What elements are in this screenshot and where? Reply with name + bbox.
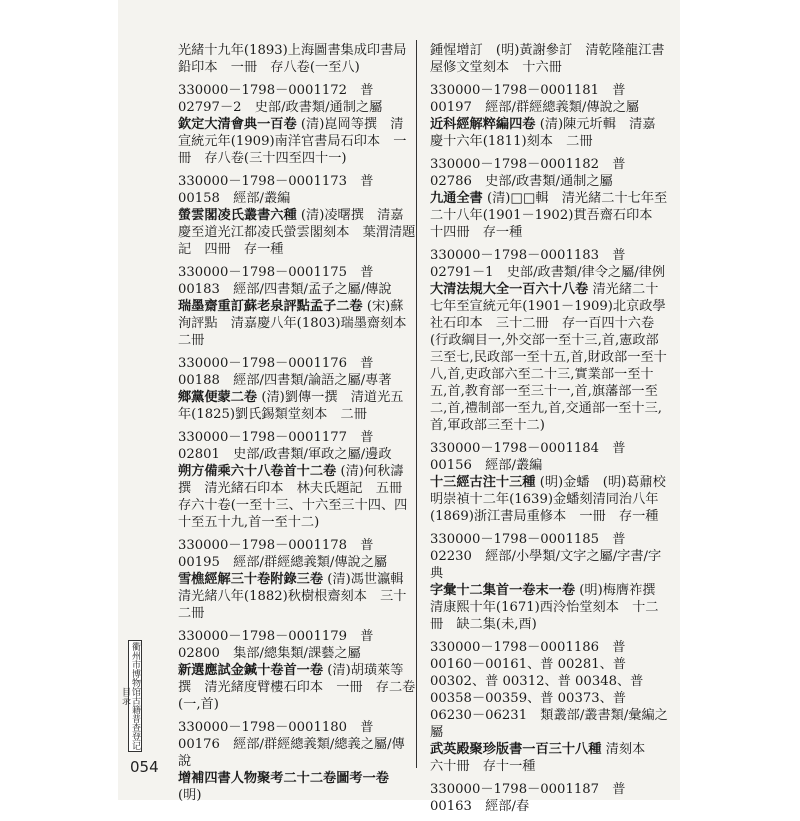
- catalog-entry: [178, 264, 420, 349]
- entry-title: 欽定大清會典一百卷: [178, 117, 297, 132]
- entry-id: 330000－1798－0001185 普 02230 經部/小學類/文字之屬/字書/字典: [430, 532, 662, 581]
- entry-id: 330000－1798－0001181 普 00197 經部/群經總義類/傳說之屬: [430, 83, 640, 115]
- entry-text: (明): [178, 788, 202, 803]
- entry-title: 朔方備乘六十八卷首十二卷: [178, 464, 337, 479]
- catalog-entry: [178, 429, 416, 531]
- catalog-entry: [178, 173, 416, 258]
- entry-id: 330000－1798－0001176 普 00188 經部/四書類/論語之屬/專著: [178, 356, 392, 388]
- entry-title: 新選應試金鍼十卷首一卷: [178, 663, 324, 678]
- entry-title: 十三經古注十三種: [430, 475, 536, 490]
- catalog-entry: [178, 42, 416, 76]
- entry-title: 大清法規大全一百六十八卷: [430, 282, 589, 297]
- catalog-entry: [430, 639, 668, 775]
- catalog-entry: [430, 42, 668, 76]
- catalog-entry: [178, 628, 416, 713]
- entry-id: 330000－1798－0001177 普 02801 史部/政書類/軍政之屬/邊政: [178, 430, 392, 462]
- catalog-entry: [430, 247, 668, 434]
- entry-text: (清)陳元圻輯 清嘉慶十六年(1811)刻本 二冊: [430, 117, 656, 149]
- catalog-entry: [430, 440, 679, 525]
- entry-id: 330000－1798－0001179 普 02800 集部/總集類/課藝之屬: [178, 629, 374, 661]
- entry-text: (清)劉傳一撰 清道光五年(1825)劉氏錫類堂刻本 二冊: [178, 390, 404, 422]
- entry-title: 字彙十二集首一卷末一卷: [430, 583, 576, 598]
- sidebar-label: 衢州市博物馆古籍普查登记目录: [120, 642, 140, 750]
- catalog-entry: [178, 355, 416, 423]
- entry-id: 330000－1798－0001187 普 00163 經部/春: [430, 782, 626, 814]
- catalog-entry: [430, 156, 668, 241]
- entry-id: 330000－1798－0001178 普 00195 經部/群經總義類/傳說之屬: [178, 538, 388, 570]
- catalog-entry: [430, 781, 668, 815]
- entry-id: 330000－1798－0001184 普 00156 經部/叢編: [430, 441, 626, 473]
- entry-text: 鍾惺增訂 (明)黃謝參訂 清乾隆龍江書屋修文堂刻本 十六冊: [430, 43, 665, 75]
- catalog-entry: [178, 537, 416, 622]
- entry-id: 330000－1798－0001182 普 02786 史部/政書類/通制之屬: [430, 157, 626, 189]
- entry-text: (明)金蟠 (明)葛鼐校 明崇禎十二年(1639)金蟠刻清同治八年(1869)浙江書局重修本 一冊 存一種: [430, 475, 679, 524]
- entry-text: 光緒十九年(1893)上海圖書集成印書局鉛印本 一冊 存八卷(一至八): [178, 43, 407, 75]
- entry-title: 武英殿聚珍版書一百三十八種: [430, 742, 602, 757]
- entry-title: 近科經解粹編四卷: [430, 117, 536, 132]
- entry-title: 雪樵經解三十卷附錄三卷: [178, 572, 324, 587]
- entry-text: (清)凌曙撰 清嘉慶至道光江都凌氏螢雲閣刻本 葉渭清題記 四冊 存一種: [178, 208, 416, 257]
- entry-title: 鄉黨便蒙二卷: [178, 390, 258, 405]
- entry-text: (清)胡璜萊等撰 清光緒度臂樓石印本 一冊 存二卷(一,首): [178, 663, 416, 712]
- entry-id: 330000－1798－0001183 普 02791－1 史部/政書類/律令之屬/律例: [430, 248, 666, 280]
- page-number: 054: [130, 758, 159, 776]
- entry-title: 螢雲閣凌氏叢書六種: [178, 208, 297, 223]
- entry-id: 330000－1798－0001175 普 00183 經部/四書類/孟子之屬/傳說: [178, 265, 392, 297]
- catalog-entry: [178, 719, 416, 804]
- entry-text: (清)馮世瀛輯 清光緒八年(1882)秋樹根齋刻本 三十二冊: [178, 572, 417, 621]
- entry-title: 瑞墨齋重訂蘇老泉評點孟子二卷: [178, 299, 363, 314]
- entry-text: (清)□□輯 清光緒二十七年至二十八年(1901－1902)貫吾齋石印本 十四冊 存一種: [430, 191, 668, 240]
- left-column: [178, 42, 420, 810]
- catalog-entry: [430, 82, 668, 150]
- entry-id: 330000－1798－0001186 普 00160－00161、普 00281、普 00302、普 00312、普 00348、普 00358－00359、普 00373、普 06230－06231 類叢部/叢書類/彙編之屬: [430, 640, 668, 740]
- entry-text: 清光緒二十七年至宣統元年(1901－1909)北京政學社石印本 三十二冊 存一百四十六卷(行政綱目一,外交部一至十三,首,憲政部三至七,民政部一至十五,首,財政部一至十八,首,吏政部六至二十三,實業部一至十五,首,教育部一至三十一,首,旗藩部一至二,首,禮制部一至九,首,交通部一至十三,首,軍政部三至十二): [430, 282, 667, 433]
- entry-title: 九通全書: [430, 191, 483, 206]
- right-column: [430, 42, 679, 821]
- catalog-entry: [430, 531, 668, 633]
- entry-id: 330000－1798－0001173 普 00158 經部/叢編: [178, 174, 374, 206]
- entry-text: 清刻本 六十冊 存十一種: [430, 742, 659, 774]
- entry-text: (清)何秋濤撰 清光緒石印本 林夫氏題記 五冊 存六十卷(一至十三、十六至三十四、四十至五十九,首一至十二): [178, 464, 416, 530]
- catalog-entry: [178, 82, 416, 167]
- entry-text: (明)梅膺祚撰 清康熙十年(1671)西泠怡堂刻本 十二冊 缺二集(未,酉): [430, 583, 669, 632]
- column-divider: [416, 40, 417, 768]
- entry-id: 330000－1798－0001172 普 02797－2 史部/政書類/通制之屬: [178, 83, 383, 115]
- entry-title: 增補四書人物聚考二十二卷圖考一卷: [178, 771, 389, 786]
- entry-text: (清)崑岡等撰 清宣統元年(1909)南洋官書局石印本 一冊 存八卷(三十四至四十一): [178, 117, 407, 166]
- entry-text: (宋)蘇洵評點 清嘉慶八年(1803)瑞墨齋刻本 二冊: [178, 299, 420, 348]
- entry-id: 330000－1798－0001180 普 00176 經部/群經總義類/總義之屬/傳說: [178, 720, 405, 769]
